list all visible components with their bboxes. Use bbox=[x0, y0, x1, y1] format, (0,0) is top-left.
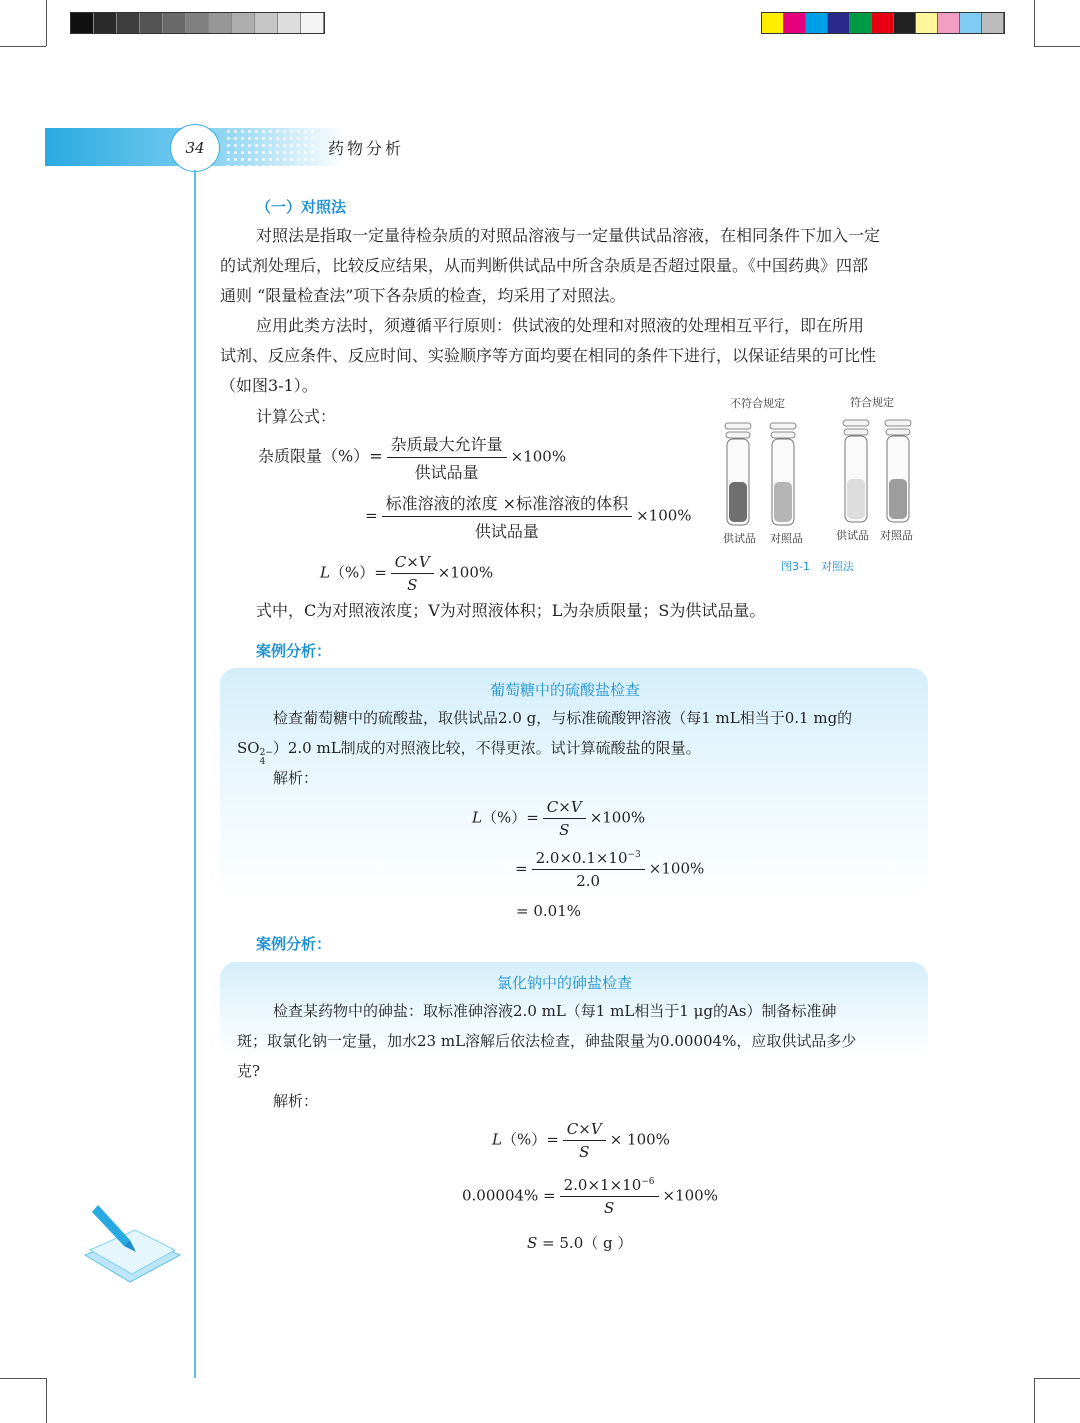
color-swatch bbox=[828, 13, 850, 33]
case2-formula2 bbox=[462, 1176, 718, 1217]
figure-label-compliant: 符合规定 bbox=[850, 396, 894, 409]
crop-mark bbox=[0, 46, 46, 47]
grayscale-swatch bbox=[71, 13, 94, 33]
grayscale-swatch bbox=[117, 13, 140, 33]
test-tubes-figure bbox=[715, 415, 925, 530]
pen-icon bbox=[92, 1205, 130, 1246]
test-tube bbox=[885, 420, 911, 522]
case2-line3: 克? bbox=[237, 1062, 261, 1080]
tube-label: 供试品 bbox=[723, 532, 756, 545]
section-heading: （一）对照法 bbox=[256, 198, 347, 216]
formula-multiplier: × 100% bbox=[609, 1130, 670, 1149]
para2-line1: 应用此类方法时，须遵循平行原则：供试液的处理和对照液的处理相互平行，即在所用 bbox=[256, 316, 865, 335]
formula-multiplier: ×100% bbox=[510, 447, 567, 466]
formula-lhs: （%）= bbox=[501, 1130, 559, 1149]
crop-mark bbox=[46, 0, 47, 46]
grayscale-swatch bbox=[301, 13, 324, 33]
formula-numerator: 杂质最大允许量 bbox=[387, 432, 507, 458]
color-swatch bbox=[806, 13, 828, 33]
color-swatch bbox=[960, 13, 982, 33]
tube-cap bbox=[725, 423, 751, 429]
formula-numerator-base: 2.0×0.1×10 bbox=[535, 849, 628, 867]
formula-denominator: 供试品量 bbox=[414, 463, 479, 482]
tube-label: 对照品 bbox=[770, 532, 803, 545]
formula-fraction bbox=[543, 798, 586, 839]
formula-denominator: 供试品量 bbox=[474, 522, 539, 541]
crop-mark bbox=[1034, 1378, 1080, 1379]
so4-formula: SO bbox=[237, 739, 260, 757]
formula-numerator: 标准溶液的浓度 ×标准溶液的体积 bbox=[382, 491, 633, 517]
grayscale-swatch bbox=[278, 13, 301, 33]
color-swatch bbox=[762, 13, 784, 33]
formula-denominator: S bbox=[559, 821, 570, 839]
test-tube bbox=[770, 423, 796, 525]
formula-eq: = bbox=[365, 506, 378, 525]
case1-line2-text: ）2.0 mL制成的对照液比较，不得更浓。试计算硫酸盐的限量。 bbox=[272, 739, 701, 757]
formula-fraction bbox=[391, 553, 434, 594]
formula-multiplier: ×100% bbox=[437, 563, 494, 582]
para1-line3: 通则 “限量检查法”项下各杂质的检查，均采用了对照法。 bbox=[220, 286, 626, 305]
color-swatch bbox=[784, 13, 806, 33]
formula-numerator: C×V bbox=[543, 798, 586, 819]
formula-numerator bbox=[532, 849, 645, 870]
color-swatch bbox=[916, 13, 938, 33]
formula-denominator: S bbox=[407, 576, 418, 594]
formula-L: L bbox=[472, 808, 482, 827]
tube-ring bbox=[771, 432, 795, 438]
color-swatch bbox=[982, 13, 1004, 33]
result-S: S bbox=[527, 1234, 538, 1252]
formula-eq: = bbox=[515, 859, 528, 878]
formula-lhs: 杂质限量（%）= bbox=[258, 446, 383, 466]
where-line: 式中，C为对照液浓度；V为对照液体积；L为杂质限量；S为供试品量。 bbox=[256, 601, 766, 620]
tube-cap bbox=[843, 420, 869, 426]
formula-symbolic bbox=[320, 553, 493, 594]
formula-numerator: C×V bbox=[563, 1120, 606, 1141]
case2-result bbox=[527, 1232, 632, 1253]
formula-limit bbox=[258, 432, 566, 483]
crop-mark bbox=[1034, 46, 1080, 47]
para1-line1: 对照法是指取一定量待检杂质的对照品溶液与一定量供试品溶液，在相同条件下加入一定 bbox=[256, 226, 881, 245]
formula-multiplier: ×100% bbox=[636, 506, 692, 525]
case1-title: 葡萄糖中的硫酸盐检查 bbox=[490, 681, 641, 699]
test-tube bbox=[725, 423, 751, 525]
para1-line2: 的试剂处理后，比较反应结果，从而判断供试品中所含杂质是否超过限量。《中国药典》四部 bbox=[220, 256, 869, 275]
formula-multiplier: ×100% bbox=[648, 859, 705, 878]
formula-multiplier: ×100% bbox=[589, 808, 646, 827]
case1-formula1 bbox=[472, 798, 645, 839]
book-pages bbox=[90, 1230, 175, 1274]
tube-liquid bbox=[774, 482, 792, 522]
tube-cap bbox=[770, 423, 796, 429]
figure-caption: 图3-1 对照法 bbox=[781, 560, 854, 573]
tube-label: 供试品 bbox=[836, 529, 869, 542]
so4-subscript: 4 bbox=[259, 757, 266, 767]
color-swatch bbox=[872, 13, 894, 33]
case1-result: = 0.01% bbox=[516, 902, 581, 920]
color-bar bbox=[761, 12, 1005, 34]
grayscale-swatch bbox=[163, 13, 186, 33]
book-pen-illustration bbox=[80, 1200, 190, 1290]
tube-ring bbox=[726, 432, 750, 438]
case1-line1: 检查葡萄糖中的硫酸盐，取供试品2.0 g，与标准硫酸钾溶液（每1 mL相当于0.1 mg的 bbox=[273, 709, 853, 727]
grayscale-swatch bbox=[140, 13, 163, 33]
so4-indices bbox=[260, 749, 273, 767]
so4-charge: 2− bbox=[259, 748, 273, 758]
formula-exponent: −3 bbox=[627, 850, 641, 860]
header-dots bbox=[225, 128, 315, 166]
case1-line2 bbox=[237, 733, 701, 767]
book-title: 药物分析 bbox=[328, 139, 405, 158]
test-tube bbox=[843, 420, 869, 522]
formula-denominator: 2.0 bbox=[576, 872, 601, 890]
crop-mark bbox=[46, 1378, 47, 1423]
tube-ring bbox=[886, 429, 910, 435]
formula-fraction bbox=[532, 849, 645, 890]
tube-liquid bbox=[729, 482, 747, 522]
formula-numerator-base: 2.0×1×10 bbox=[563, 1176, 642, 1194]
case2-line2: 斑；取氯化钠一定量，加水23 mL溶解后依法检查，砷盐限量为0.00004%，应取供试品多少 bbox=[237, 1032, 857, 1050]
color-swatch bbox=[938, 13, 960, 33]
grayscale-swatch bbox=[209, 13, 232, 33]
case2-title: 氯化钠中的砷盐检查 bbox=[497, 974, 633, 992]
para2-line2: 试剂、反应条件、反应时间、实验顺序等方面均要在相同的条件下进行，以保证结果的可比性 bbox=[220, 346, 877, 365]
result-value: = 5.0（ g ） bbox=[537, 1234, 633, 1252]
case1-formula2 bbox=[515, 849, 704, 890]
color-swatch bbox=[894, 13, 916, 33]
case2-analysis: 解析： bbox=[273, 1092, 319, 1110]
case2-label: 案例分析： bbox=[256, 935, 332, 953]
para2-line3: （如图3-1）。 bbox=[220, 376, 318, 395]
case2-formula1 bbox=[492, 1120, 670, 1161]
grayscale-swatch bbox=[186, 13, 209, 33]
formula-L: L bbox=[492, 1130, 502, 1149]
formula-fraction bbox=[387, 432, 507, 483]
formula-lhs: （%）= bbox=[329, 563, 387, 582]
tube-label: 对照品 bbox=[880, 529, 913, 542]
tube-liquid bbox=[889, 479, 907, 519]
tube-ring bbox=[844, 429, 868, 435]
figure-label-noncompliant: 不符合规定 bbox=[730, 397, 785, 410]
formula-fraction bbox=[560, 1176, 659, 1217]
case2-line1: 检查某药物中的砷盐：取标准砷溶液2.0 mL（每1 mL相当于1 μg的As）制备标准砷 bbox=[273, 1002, 837, 1020]
tube-cap bbox=[885, 420, 911, 426]
formula-fraction bbox=[382, 491, 633, 542]
formula-multiplier: ×100% bbox=[662, 1186, 718, 1205]
formula-expanded bbox=[365, 491, 692, 542]
grayscale-bar bbox=[70, 12, 325, 34]
formula-label: 计算公式： bbox=[256, 407, 337, 426]
formula-numerator bbox=[560, 1176, 659, 1197]
tube-liquid bbox=[847, 479, 865, 519]
color-swatch bbox=[850, 13, 872, 33]
formula-fraction bbox=[563, 1120, 606, 1161]
page-number: 34 bbox=[170, 124, 220, 172]
formula-exponent: −6 bbox=[641, 1177, 655, 1187]
formula-lhs: 0.00004% = bbox=[462, 1186, 556, 1205]
grayscale-swatch bbox=[94, 13, 117, 33]
formula-L: L bbox=[320, 563, 330, 582]
margin-line bbox=[194, 170, 196, 1378]
crop-mark bbox=[1034, 0, 1035, 46]
formula-numerator: C×V bbox=[391, 553, 434, 574]
grayscale-swatch bbox=[255, 13, 278, 33]
formula-denominator: S bbox=[579, 1143, 590, 1161]
crop-mark bbox=[0, 1378, 46, 1379]
formula-denominator: S bbox=[603, 1199, 615, 1217]
case1-analysis: 解析： bbox=[273, 769, 319, 787]
formula-lhs: （%）= bbox=[481, 808, 539, 827]
grayscale-swatch bbox=[232, 13, 255, 33]
case1-label: 案例分析： bbox=[256, 642, 332, 660]
crop-mark bbox=[1034, 1378, 1035, 1423]
